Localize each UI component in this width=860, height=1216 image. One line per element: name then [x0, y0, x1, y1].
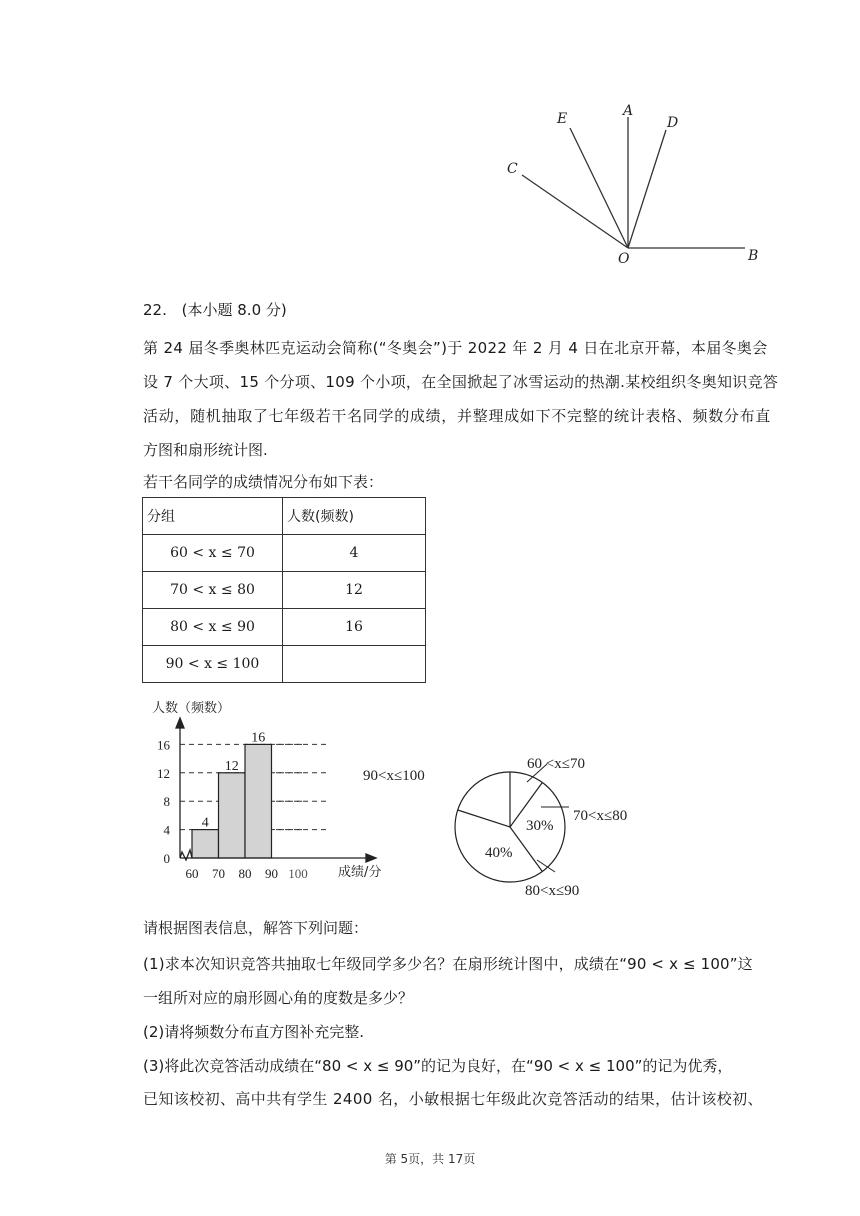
- angle-figure: [495, 95, 775, 270]
- table-row: [143, 572, 426, 609]
- row-group: [143, 609, 283, 646]
- para1-line4: 方图和扇形统计图.: [143, 441, 268, 459]
- header-group-text: 分组: [147, 509, 175, 525]
- para1-line1: 第 24 届冬季奥林匹克运动会简称(“冬奥会”)于 2022 年 2 月 4 日在北京开幕，本届冬奥会: [143, 339, 768, 357]
- table-intro: 若干名同学的成绩情况分布如下表：: [143, 473, 384, 491]
- row-count: [283, 646, 426, 683]
- pie-label-60-70: 60 <x≤70: [527, 756, 585, 772]
- y-tick-4: 4: [163, 822, 170, 838]
- page-footer: 第 5页，共 17页: [384, 1152, 476, 1166]
- label-D: D: [667, 115, 679, 131]
- q2: (2)请将频数分布直方图补充完整.: [143, 1023, 365, 1041]
- label-A: A: [623, 103, 634, 119]
- pie-label-80-90: 80<x≤90: [525, 883, 580, 899]
- histogram-bar-80-90: [245, 744, 272, 858]
- bar-value-label-16: 16: [251, 730, 266, 746]
- pie-percent-40: 40%: [485, 845, 513, 861]
- y-tick-16: 16: [157, 737, 170, 753]
- q3-line1: (3)将此次竞答活动成绩在“80 < x ≤ 90”的记为良好，在“90 < x ≤ 100”的记为优秀，: [143, 1057, 733, 1075]
- row-group-text: 80 < x ≤ 90: [170, 619, 255, 635]
- pie-percent-30: 30%: [526, 818, 554, 834]
- x-tick-70: 70: [212, 866, 225, 881]
- x-tick-80: 80: [238, 866, 252, 881]
- bar-value-label-4: 4: [201, 815, 209, 831]
- para1-line2: 设 7 个大项、15 个分项、109 个小项，在全国掀起了冰雪运动的热潮.某校组织冬奥知识竞答: [143, 373, 779, 391]
- question-number-value: 22.: [143, 301, 167, 319]
- histogram-xlabel: 成绩/分: [338, 865, 382, 880]
- pie-chart: [355, 740, 675, 905]
- question-score: (本小题 8.0 分): [181, 301, 287, 319]
- row-group: [143, 535, 283, 572]
- row-count: [283, 609, 426, 646]
- row-count-text: 16: [345, 619, 363, 635]
- table-row: [143, 646, 426, 683]
- histogram-bar-70-80: [219, 773, 246, 858]
- para1-line3: 活动，随机抽取了七年级若干名同学的成绩，并整理成如下不完整的统计表格、频数分布直: [143, 407, 772, 425]
- row-group: [143, 572, 283, 609]
- y-tick-12: 12: [157, 765, 170, 781]
- y-tick-0: 0: [163, 851, 170, 866]
- row-group-text: 70 < x ≤ 80: [170, 582, 255, 598]
- ray-OD: [628, 130, 666, 248]
- label-B: B: [748, 248, 759, 264]
- histogram-ylabel: 人数（频数）: [152, 701, 231, 716]
- histogram-bar-60-70: [192, 830, 219, 858]
- row-count: [283, 572, 426, 609]
- frequency-table: [142, 497, 426, 683]
- header-group: [143, 498, 283, 535]
- x-tick-100: 100: [288, 866, 308, 881]
- table-row: [143, 535, 426, 572]
- label-E: E: [557, 111, 568, 127]
- q3-line2: 已知该校初、高中共有学生 2400 名，小敏根据七年级此次竞答活动的结果，估计该校初、: [143, 1090, 763, 1108]
- row-count-text: 4: [349, 545, 359, 561]
- pie-label-70-80: 70<x≤80: [573, 808, 628, 824]
- ray-OC: [522, 175, 628, 248]
- row-group: [143, 646, 283, 683]
- y-tick-8: 8: [163, 794, 170, 810]
- row-count-text: 12: [345, 582, 363, 598]
- q1-line2: 一组所对应的扇形圆心角的度数是多少？: [143, 989, 414, 1007]
- table-row: [143, 609, 426, 646]
- histogram-y-arrow: [176, 718, 184, 728]
- row-group-text: 90 < x ≤ 100: [165, 656, 260, 672]
- label-O: O: [618, 251, 630, 267]
- x-tick-60: 60: [185, 866, 199, 881]
- ray-OE: [570, 128, 628, 248]
- row-count: [283, 535, 426, 572]
- x-tick-90: 90: [265, 866, 278, 881]
- header-count-text: 人数(频数): [287, 509, 354, 525]
- q1-line1: (1)求本次知识竞答共抽取七年级同学多少名？在扇形统计图中，成绩在“90 < x ≤ 100”这: [143, 955, 753, 973]
- header-count: [283, 498, 426, 535]
- pie-label-90-100: 90<x≤100: [363, 768, 425, 784]
- row-group-text: 60 < x ≤ 70: [170, 545, 255, 561]
- bar-value-label-12: 12: [224, 758, 239, 774]
- question-number: [143, 300, 287, 320]
- label-C: C: [507, 161, 518, 177]
- table-header-row: [143, 498, 426, 535]
- instructions-intro: 请根据图表信息，解答下列问题：: [143, 919, 369, 937]
